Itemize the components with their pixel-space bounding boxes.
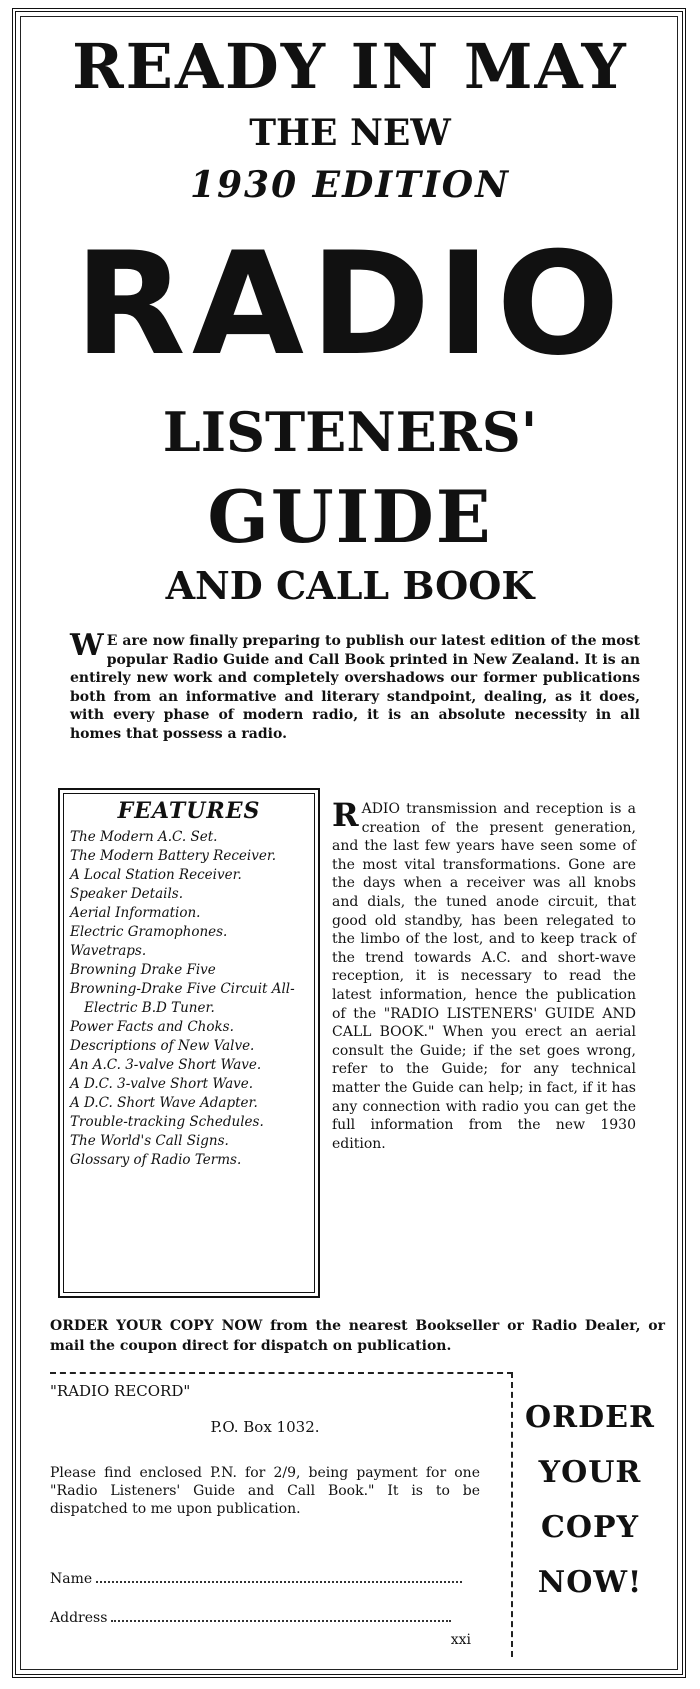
headline-ready: READY IN MAY — [72, 30, 628, 103]
features-list — [70, 828, 308, 1170]
feature-item: Browning Drake Five — [70, 962, 216, 978]
intro-paragraph — [70, 628, 640, 743]
feature-item: Aerial Information. — [70, 905, 201, 921]
feature-item: Browning-Drake Five Circuit All-Electric B.D Tuner. — [70, 981, 295, 1016]
body-dropcap: R — [332, 796, 359, 834]
feature-item: Trouble-tracking Schedules. — [70, 1114, 264, 1130]
body-paragraph — [332, 796, 636, 1153]
feature-item: Power Facts and Choks. — [70, 1019, 234, 1035]
headline-call-book: AND CALL BOOK — [165, 563, 535, 608]
feature-item: The World's Call Signs. — [70, 1133, 229, 1149]
feature-item: The Modern A.C. Set. — [70, 829, 218, 845]
feature-item: Descriptions of New Valve. — [70, 1038, 255, 1054]
side-order-word: ORDER — [525, 1400, 655, 1435]
coupon-po-box: P.O. Box 1032. — [210, 1418, 320, 1436]
feature-item: An A.C. 3-valve Short Wave. — [70, 1057, 262, 1073]
coupon-text: Please find enclosed P.N. for 2/9, being payment for one "Radio Listeners' Guide and Call Book." It is to be dispatched to me upon publication. — [50, 1465, 480, 1517]
feature-item: A Local Station Receiver. — [70, 867, 242, 883]
feature-item: Wavetraps. — [70, 943, 147, 959]
feature-item: A D.C. Short Wave Adapter. — [70, 1095, 258, 1111]
coupon-addressee: "RADIO RECORD" — [50, 1382, 191, 1400]
order-line: ORDER YOUR COPY NOW from the nearest Bookseller or Radio Dealer, or mail the coupon direct for dispatch on publication. — [50, 1318, 665, 1354]
headline-radio: RADIO — [74, 222, 626, 387]
feature-item: A D.C. 3-valve Short Wave. — [70, 1076, 254, 1092]
name-field[interactable] — [50, 1571, 462, 1587]
order-coupon[interactable] — [50, 1372, 513, 1657]
feature-item: Speaker Details. — [70, 886, 183, 902]
feature-item: Electric Gramophones. — [70, 924, 228, 940]
name-label: Name — [50, 1571, 93, 1587]
side-your-word: YOUR — [538, 1455, 642, 1490]
headline-guide: GUIDE — [207, 474, 493, 559]
address-label: Address — [50, 1610, 108, 1626]
name-line[interactable] — [96, 1581, 462, 1583]
headline-edition: 1930 EDITION — [189, 164, 511, 206]
coupon-code: xxi — [450, 1632, 471, 1648]
feature-item: The Modern Battery Receiver. — [70, 848, 277, 864]
headline-new: THE NEW — [249, 112, 451, 154]
side-now-word: NOW! — [537, 1565, 643, 1600]
features-box — [58, 788, 320, 1298]
features-title: FEATURES — [117, 798, 261, 824]
intro-dropcap: W — [70, 628, 104, 663]
address-field[interactable] — [50, 1610, 451, 1626]
body-text: ADIO transmission and reception is a creation of the present generation, and the last few years have seen some of the most vital transformations. Gone are the days when a receiver was all knobs and dials, the tuned anode circuit, that good old standby, has been relegated to the limbo of the lost, and to keep track of the trend towards A.C. and short-wave reception, it is necessary to read the latest information, hence the publication of the "RADIO LISTENERS' GUIDE AND CALL BOOK." When you erect an aerial consult the Guide; if the set goes wrong, refer to the Guide; for any technical matter the Guide can help; in fact, if it has any connection with radio you can get the full information from the new 1930 edition. — [332, 801, 636, 1152]
feature-item: Glossary of Radio Terms. — [70, 1152, 242, 1168]
address-line[interactable] — [111, 1620, 451, 1622]
intro-text: E are now finally preparing to publish our latest edition of the most popular Radio Guide and Call Book printed in New Zealand. It is an entirely new work and completely overshadows our former publications both from an informative and literary standpoint, dealing, as it does, with every phase of modern radio, it is an absolute necessity in all homes that possess a radio. — [70, 633, 640, 742]
headline-listeners: LISTENERS' — [162, 400, 538, 464]
side-copy-word: COPY — [541, 1510, 639, 1545]
